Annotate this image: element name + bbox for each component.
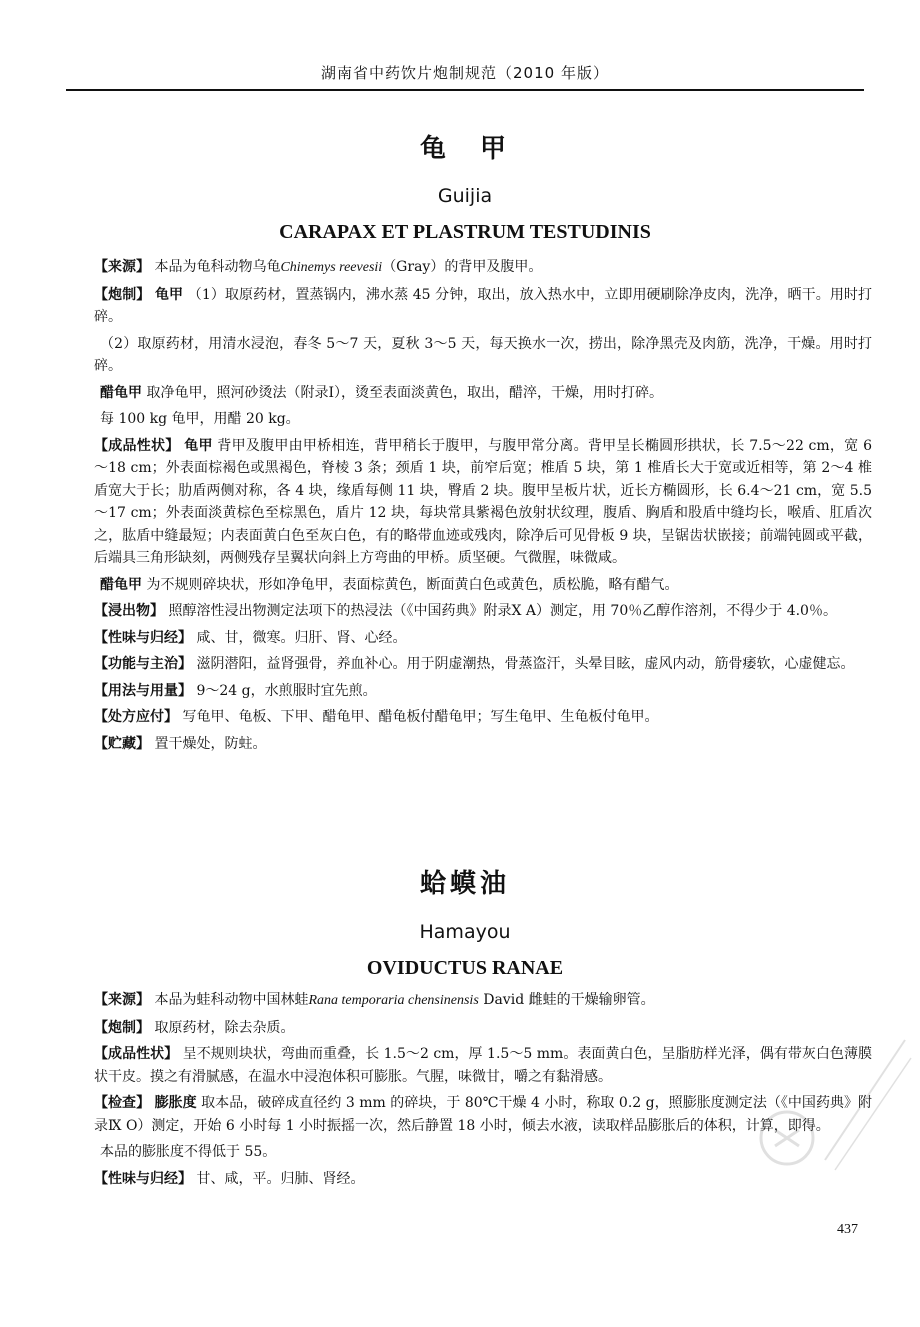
entry1-nature (94, 627, 872, 650)
prescription-label: 【处方应付】 (94, 709, 178, 725)
nature-label: 【性味与归经】 (94, 1170, 192, 1187)
entry1-processing-vinegar (94, 382, 872, 405)
characters-p2: 为不规则碎块状，形如净龟甲，表面棕黄色，断面黄白色或黄色，质松脆，略有醋气。 (146, 576, 679, 593)
nature-text: 甘、咸，平。归肺、肾经。 (196, 1170, 365, 1187)
entry2-title: 蛤蟆油 (419, 869, 510, 899)
source-text-b: （Gray）的背甲及腹甲。 (382, 259, 543, 275)
inspection-text: 取本品，破碎成直径约 3 mm 的碎块，于 80℃干燥 4 小时，称取 0.2 g，照膨胀度测定法（《中国药典》附录Ⅸ O）测定，开始 6 小时每 1 小时振摇一次，然后静置 18 小时，倾去水液，读取样品膨胀后的体积，计算，即得。 (94, 1095, 873, 1134)
storage-text: 置干燥处，防蛀。 (154, 735, 267, 752)
extract-text: 照醇溶性浸出物测定法项下的热浸法（《中国药典》附录Ⅹ A）测定，用 70％乙醇作溶剂，不得少于 4.0％。 (168, 603, 837, 619)
entry2-pinyin: Hamayou (419, 921, 511, 943)
characters-sub-vinegar: 醋龟甲 (100, 576, 142, 593)
entry2-latin-name: OVIDUCTUS RANAE (366, 957, 564, 979)
entry1-pinyin: Guijia (437, 185, 493, 207)
processing-p4: 每 100 kg 龟甲，用醋 20 kg。 (100, 411, 300, 427)
entry1-source (94, 256, 872, 280)
entry2-source (94, 989, 872, 1013)
entry1-latin-name: CARAPAX ET PLASTRUM TESTUDINIS (279, 221, 651, 243)
source-label: 【来源】 (94, 992, 150, 1008)
characters-sub-guijia: 龟甲 (184, 437, 213, 454)
entry1-characters (94, 435, 872, 570)
prescription-text: 写龟甲、龟板、下甲、醋龟甲、醋龟板付醋龟甲；写生龟甲、生龟板付龟甲。 (182, 709, 659, 725)
nature-label: 【性味与归经】 (94, 629, 192, 646)
processing-sub-guijia: 龟甲 (154, 286, 184, 303)
source-text-a: 本品为蛙科动物中国林蛙 (154, 992, 309, 1008)
storage-label: 【贮藏】 (94, 735, 150, 752)
function-text: 滋阴潜阳，益肾强骨，养血补心。用于阴虚潮热，骨蒸盗汗，头晕目眩，虚风内动，筋骨痿软，心虚健忘。 (196, 656, 855, 672)
source-text-b: David 雌蛙的干燥输卵管。 (483, 992, 655, 1008)
entry1-processing (94, 284, 872, 329)
entry1-storage (94, 733, 872, 756)
entry1-characters-vinegar (94, 574, 872, 597)
characters-text: 呈不规则块状，弯曲而重叠，长 1.5～2 cm，厚 1.5～5 mm。表面黄白色，呈脂肪样光泽，偶有带灰白色薄膜状干皮。摸之有滑腻感，在温水中浸泡体积可膨胀。气腥，味微甘，嚼之有黏滑感。 (94, 1046, 873, 1085)
species-name: Chinemys reevesii (280, 260, 383, 275)
page-number: 437 (837, 1222, 858, 1237)
watermark-logo-icon (735, 1010, 915, 1190)
entry1-prescription (94, 706, 872, 729)
entry1-body (94, 256, 872, 759)
entry1-extract (94, 600, 872, 623)
processing-p1: （1）取原药材，置蒸锅内，沸水蒸 45 分钟，取出，放入热水中，立即用硬刷除净皮肉，洗净，晒干。用时打碎。 (94, 286, 873, 325)
source-label: 【来源】 (94, 259, 150, 275)
inspection-label: 【检查】 (94, 1095, 151, 1111)
header-rule (66, 89, 864, 91)
usage-text: 9～24 g，水煎服时宜先煎。 (196, 682, 377, 699)
entry1-function (94, 653, 872, 676)
characters-p1: 背甲及腹甲由甲桥相连，背甲稍长于腹甲，与腹甲常分离。背甲呈长椭圆形拱状，长 7.5～22 cm，宽 6～18 cm；外表面棕褐色或黑褐色，脊棱 3 条；颈盾 1 块，前窄后宽；椎盾 5 块，第 1 椎盾长大于宽或近相等，第 2～4 椎盾宽大于长；肋盾两侧对称，各 4 块，缘盾每侧 11 块，臀盾 2 块。腹甲呈板片状，近长方椭圆形，长 6.4～21 cm，宽 5.5～17 cm；外表面淡黄棕色至棕黑色，盾片 12 块，每块常具紫褐色放射状纹理，腹盾、胸盾和股盾中缝均长，喉盾、肛盾次之，肱盾中缝最短；内表面黄白色至灰白色，有的略带血迹或残肉，除净后可见骨板 9 块，呈锯齿状嵌接；前端钝圆或平截，后端具三角形缺刻，两侧残存呈翼状向斜上方弯曲的甲桥。质坚硬。气微腥，味微咸。 (94, 437, 873, 566)
processing-p3: 取净龟甲，照河砂烫法（附录Ⅰ），烫至表面淡黄色，取出，醋淬，干燥，用时打碎。 (146, 384, 663, 401)
source-text-a: 本品为龟科动物乌龟 (154, 259, 281, 275)
nature-text: 咸、甘，微寒。归肝、肾、心经。 (196, 629, 407, 646)
characters-label: 【成品性状】 (94, 1046, 179, 1062)
inspection-sub: 膨胀度 (154, 1095, 197, 1111)
entry1-title: 龟 甲 (419, 134, 510, 164)
entry1-usage (94, 680, 872, 703)
processing-text: 取原药材，除去杂质。 (154, 1019, 295, 1036)
processing-sub-vinegar: 醋龟甲 (100, 384, 142, 401)
characters-label: 【成品性状】 (94, 437, 180, 454)
running-head: 湖南省中药饮片炮制规范（2010 年版） (321, 64, 609, 82)
inspection-limit: 本品的膨胀度不得低于 55。 (100, 1144, 277, 1160)
processing-label: 【炮制】 (94, 286, 151, 303)
extract-label: 【浸出物】 (94, 603, 164, 619)
function-label: 【功能与主治】 (94, 656, 192, 672)
usage-label: 【用法与用量】 (94, 682, 192, 699)
processing-label: 【炮制】 (94, 1019, 150, 1036)
processing-p2: （2）取原药材，用清水浸泡，春冬 5～7 天，夏秋 3～5 天，每天换水一次，捞出，除净黑壳及肉筋，洗净，干燥。用时打碎。 (94, 335, 872, 374)
species-name: Rana temporaria chensinensis (308, 993, 479, 1008)
